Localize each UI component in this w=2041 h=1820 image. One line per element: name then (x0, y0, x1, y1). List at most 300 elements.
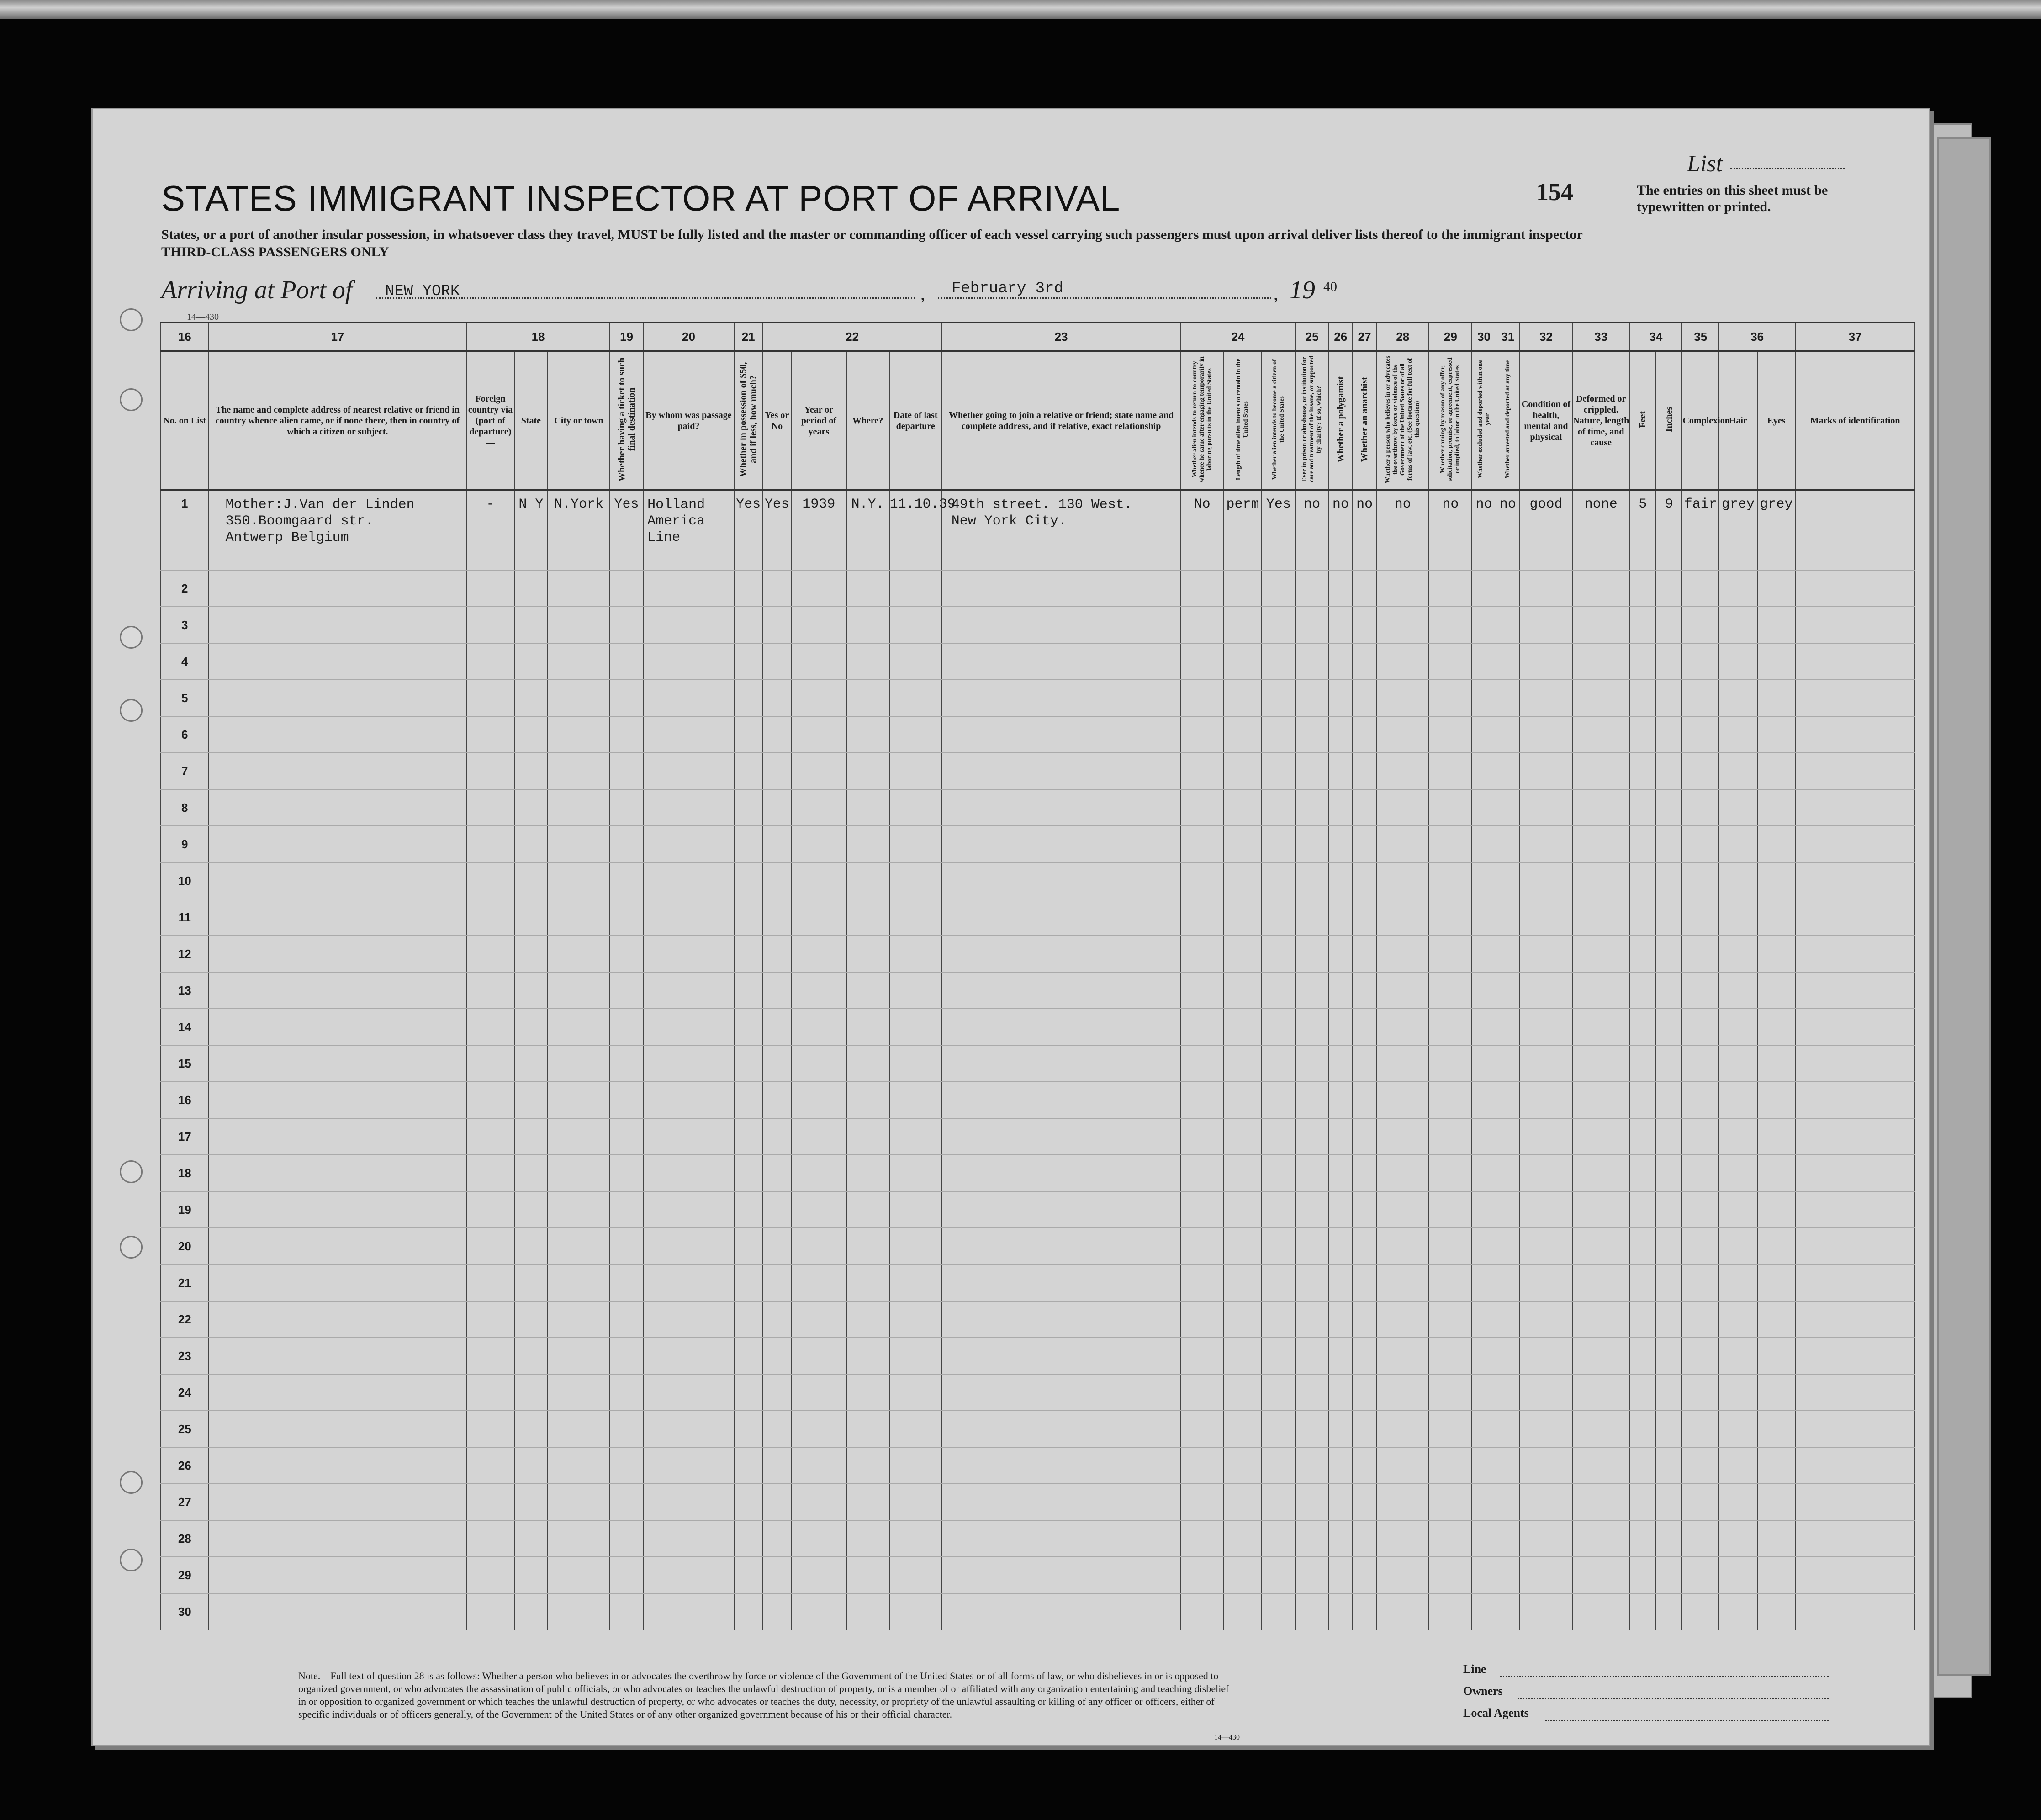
empty-cell[interactable] (1472, 936, 1496, 972)
cell-purpose-length[interactable]: perm (1224, 490, 1262, 570)
empty-cell[interactable] (1329, 1009, 1353, 1045)
empty-cell[interactable] (1353, 789, 1376, 826)
empty-cell[interactable] (1329, 643, 1353, 680)
empty-cell[interactable] (643, 1557, 734, 1593)
empty-cell[interactable] (734, 1301, 763, 1338)
empty-cell[interactable] (1329, 1520, 1353, 1557)
empty-cell[interactable] (1682, 1447, 1719, 1484)
empty-cell[interactable] (1682, 1228, 1719, 1264)
cell-labor-offer[interactable]: no (1429, 490, 1472, 570)
empty-cell[interactable] (643, 1228, 734, 1264)
empty-cell[interactable] (1262, 972, 1295, 1009)
empty-cell[interactable] (1682, 1301, 1719, 1338)
empty-cell[interactable] (763, 1191, 792, 1228)
empty-cell[interactable] (209, 1374, 467, 1411)
empty-cell[interactable] (209, 1191, 467, 1228)
empty-cell[interactable] (846, 936, 889, 972)
empty-cell[interactable] (209, 1557, 467, 1593)
empty-cell[interactable] (466, 570, 514, 607)
empty-cell[interactable] (548, 753, 610, 789)
empty-cell[interactable] (889, 862, 942, 899)
empty-cell[interactable] (1572, 1484, 1629, 1520)
empty-cell[interactable] (1224, 643, 1262, 680)
empty-cell[interactable] (1520, 1045, 1572, 1082)
empty-cell[interactable] (1295, 570, 1329, 607)
empty-cell[interactable] (643, 1009, 734, 1045)
empty-cell[interactable] (1181, 1228, 1224, 1264)
empty-cell[interactable] (209, 1118, 467, 1155)
agents-signature-field[interactable] (1545, 1720, 1829, 1721)
empty-cell[interactable] (1472, 1228, 1496, 1264)
empty-cell[interactable] (1757, 643, 1796, 680)
empty-cell[interactable] (1262, 899, 1295, 936)
cell-before-yes-no[interactable]: Yes (763, 490, 792, 570)
empty-cell[interactable] (1353, 1009, 1376, 1045)
empty-cell[interactable] (514, 607, 548, 643)
empty-cell[interactable] (1656, 789, 1682, 826)
empty-cell[interactable] (1572, 1447, 1629, 1484)
empty-cell[interactable] (1353, 1593, 1376, 1630)
empty-cell[interactable] (1376, 1009, 1429, 1045)
empty-cell[interactable] (548, 1155, 610, 1191)
empty-cell[interactable] (734, 1155, 763, 1191)
empty-cell[interactable] (548, 1557, 610, 1593)
empty-cell[interactable] (466, 1118, 514, 1155)
empty-cell[interactable] (1181, 789, 1224, 826)
empty-cell[interactable] (942, 1264, 1181, 1301)
empty-cell[interactable] (466, 643, 514, 680)
cell-foreign-via[interactable]: - (466, 490, 514, 570)
empty-cell[interactable] (734, 789, 763, 826)
port-value[interactable]: NEW YORK (385, 283, 460, 300)
empty-cell[interactable] (763, 680, 792, 716)
empty-cell[interactable] (942, 789, 1181, 826)
empty-cell[interactable] (1429, 1520, 1472, 1557)
empty-cell[interactable] (1181, 1264, 1224, 1301)
empty-cell[interactable] (734, 1191, 763, 1228)
empty-cell[interactable] (514, 862, 548, 899)
empty-cell[interactable] (1520, 1009, 1572, 1045)
empty-cell[interactable] (1656, 643, 1682, 680)
empty-cell[interactable] (643, 972, 734, 1009)
empty-cell[interactable] (1629, 862, 1656, 899)
empty-cell[interactable] (548, 1484, 610, 1520)
empty-cell[interactable] (846, 1374, 889, 1411)
empty-cell[interactable] (548, 680, 610, 716)
empty-cell[interactable] (466, 1411, 514, 1447)
cell-purpose-return[interactable]: No (1181, 490, 1224, 570)
empty-cell[interactable] (1656, 1338, 1682, 1374)
empty-cell[interactable] (734, 1557, 763, 1593)
empty-cell[interactable] (1429, 1338, 1472, 1374)
empty-cell[interactable] (1682, 570, 1719, 607)
empty-cell[interactable] (1262, 1484, 1295, 1520)
empty-cell[interactable] (1295, 936, 1329, 972)
empty-cell[interactable] (466, 936, 514, 972)
empty-cell[interactable] (1795, 1301, 1915, 1338)
empty-cell[interactable] (514, 789, 548, 826)
empty-cell[interactable] (1262, 1301, 1295, 1338)
empty-cell[interactable] (1656, 1228, 1682, 1264)
empty-cell[interactable] (1719, 1155, 1757, 1191)
empty-cell[interactable] (1353, 936, 1376, 972)
empty-cell[interactable] (942, 1593, 1181, 1630)
empty-cell[interactable] (548, 643, 610, 680)
empty-cell[interactable] (1262, 680, 1295, 716)
empty-cell[interactable] (610, 1228, 643, 1264)
empty-cell[interactable] (1682, 716, 1719, 753)
empty-cell[interactable] (1295, 607, 1329, 643)
empty-cell[interactable] (1520, 1520, 1572, 1557)
empty-cell[interactable] (1682, 607, 1719, 643)
empty-cell[interactable] (548, 1520, 610, 1557)
empty-cell[interactable] (548, 1411, 610, 1447)
empty-cell[interactable] (1795, 1447, 1915, 1484)
empty-cell[interactable] (1496, 1484, 1520, 1520)
empty-cell[interactable] (1429, 1191, 1472, 1228)
empty-cell[interactable] (1496, 1264, 1520, 1301)
empty-cell[interactable] (1520, 789, 1572, 826)
empty-cell[interactable] (1520, 570, 1572, 607)
empty-cell[interactable] (610, 1447, 643, 1484)
empty-cell[interactable] (1329, 607, 1353, 643)
empty-cell[interactable] (791, 1228, 846, 1264)
empty-cell[interactable] (466, 899, 514, 936)
empty-cell[interactable] (1472, 1009, 1496, 1045)
empty-cell[interactable] (1682, 826, 1719, 862)
empty-cell[interactable] (1656, 899, 1682, 936)
empty-cell[interactable] (209, 1009, 467, 1045)
cell-complexion[interactable]: fair (1682, 490, 1719, 570)
empty-cell[interactable] (1656, 570, 1682, 607)
empty-cell[interactable] (1795, 1520, 1915, 1557)
empty-cell[interactable] (1376, 716, 1429, 753)
empty-cell[interactable] (1429, 1484, 1472, 1520)
empty-cell[interactable] (1520, 753, 1572, 789)
empty-cell[interactable] (1262, 570, 1295, 607)
empty-cell[interactable] (1682, 1009, 1719, 1045)
empty-cell[interactable] (1496, 607, 1520, 643)
empty-cell[interactable] (889, 1374, 942, 1411)
empty-cell[interactable] (889, 1447, 942, 1484)
empty-cell[interactable] (1329, 1593, 1353, 1630)
empty-cell[interactable] (889, 607, 942, 643)
empty-cell[interactable] (1757, 899, 1796, 936)
empty-cell[interactable] (1520, 643, 1572, 680)
empty-cell[interactable] (514, 1191, 548, 1228)
empty-cell[interactable] (763, 862, 792, 899)
empty-cell[interactable] (610, 607, 643, 643)
empty-cell[interactable] (1520, 716, 1572, 753)
empty-cell[interactable] (791, 899, 846, 936)
empty-cell[interactable] (1262, 789, 1295, 826)
empty-cell[interactable] (1295, 753, 1329, 789)
empty-cell[interactable] (1656, 1264, 1682, 1301)
empty-cell[interactable] (1496, 1009, 1520, 1045)
empty-cell[interactable] (1353, 899, 1376, 936)
empty-cell[interactable] (1757, 716, 1796, 753)
empty-cell[interactable] (942, 862, 1181, 899)
empty-cell[interactable] (1376, 899, 1429, 936)
empty-cell[interactable] (1496, 1155, 1520, 1191)
empty-cell[interactable] (1496, 789, 1520, 826)
empty-cell[interactable] (1682, 1411, 1719, 1447)
empty-cell[interactable] (1224, 1155, 1262, 1191)
empty-cell[interactable] (1429, 1374, 1472, 1411)
empty-cell[interactable] (1496, 1191, 1520, 1228)
empty-cell[interactable] (763, 972, 792, 1009)
empty-cell[interactable] (1472, 753, 1496, 789)
empty-cell[interactable] (734, 570, 763, 607)
empty-cell[interactable] (846, 1557, 889, 1593)
empty-cell[interactable] (942, 1045, 1181, 1082)
empty-cell[interactable] (846, 972, 889, 1009)
empty-cell[interactable] (1656, 1191, 1682, 1228)
empty-cell[interactable] (1295, 1484, 1329, 1520)
empty-cell[interactable] (889, 680, 942, 716)
empty-cell[interactable] (514, 1411, 548, 1447)
empty-cell[interactable] (1295, 1301, 1329, 1338)
empty-cell[interactable] (734, 862, 763, 899)
empty-cell[interactable] (1376, 1155, 1429, 1191)
empty-cell[interactable] (734, 1118, 763, 1155)
empty-cell[interactable] (466, 1301, 514, 1338)
empty-cell[interactable] (1429, 1009, 1472, 1045)
empty-cell[interactable] (1629, 899, 1656, 936)
empty-cell[interactable] (1629, 1264, 1656, 1301)
empty-cell[interactable] (548, 936, 610, 972)
empty-cell[interactable] (791, 862, 846, 899)
empty-cell[interactable] (1429, 972, 1472, 1009)
empty-cell[interactable] (548, 1045, 610, 1082)
empty-cell[interactable] (610, 753, 643, 789)
empty-cell[interactable] (1429, 789, 1472, 826)
empty-cell[interactable] (1656, 972, 1682, 1009)
empty-cell[interactable] (1656, 1082, 1682, 1118)
empty-cell[interactable] (1295, 826, 1329, 862)
empty-cell[interactable] (1262, 753, 1295, 789)
empty-cell[interactable] (1719, 1301, 1757, 1338)
empty-cell[interactable] (846, 1447, 889, 1484)
empty-cell[interactable] (514, 972, 548, 1009)
empty-cell[interactable] (1329, 1447, 1353, 1484)
empty-cell[interactable] (1682, 643, 1719, 680)
empty-cell[interactable] (889, 1557, 942, 1593)
empty-cell[interactable] (791, 789, 846, 826)
empty-cell[interactable] (1472, 680, 1496, 716)
empty-cell[interactable] (466, 607, 514, 643)
empty-cell[interactable] (763, 607, 792, 643)
empty-cell[interactable] (1181, 570, 1224, 607)
empty-cell[interactable] (1795, 1264, 1915, 1301)
empty-cell[interactable] (791, 1374, 846, 1411)
empty-cell[interactable] (466, 1228, 514, 1264)
empty-cell[interactable] (1795, 936, 1915, 972)
empty-cell[interactable] (1719, 826, 1757, 862)
empty-cell[interactable] (209, 1045, 467, 1082)
empty-cell[interactable] (643, 1264, 734, 1301)
empty-cell[interactable] (1520, 1191, 1572, 1228)
empty-cell[interactable] (1224, 862, 1262, 899)
empty-cell[interactable] (1656, 716, 1682, 753)
empty-cell[interactable] (1520, 899, 1572, 936)
empty-cell[interactable] (1181, 1301, 1224, 1338)
empty-cell[interactable] (791, 607, 846, 643)
empty-cell[interactable] (1472, 1374, 1496, 1411)
empty-cell[interactable] (610, 1264, 643, 1301)
empty-cell[interactable] (1472, 1447, 1496, 1484)
empty-cell[interactable] (514, 1484, 548, 1520)
empty-cell[interactable] (209, 1484, 467, 1520)
empty-cell[interactable] (1353, 607, 1376, 643)
empty-cell[interactable] (791, 1484, 846, 1520)
empty-cell[interactable] (610, 862, 643, 899)
empty-cell[interactable] (889, 570, 942, 607)
empty-cell[interactable] (889, 1155, 942, 1191)
empty-cell[interactable] (209, 862, 467, 899)
empty-cell[interactable] (1181, 1338, 1224, 1374)
empty-cell[interactable] (1629, 1009, 1656, 1045)
empty-cell[interactable] (1656, 936, 1682, 972)
empty-cell[interactable] (466, 1264, 514, 1301)
empty-cell[interactable] (1329, 1374, 1353, 1411)
empty-cell[interactable] (1224, 972, 1262, 1009)
empty-cell[interactable] (514, 1374, 548, 1411)
empty-cell[interactable] (1795, 789, 1915, 826)
empty-cell[interactable] (1496, 680, 1520, 716)
empty-cell[interactable] (1262, 1228, 1295, 1264)
empty-cell[interactable] (1472, 1118, 1496, 1155)
cell-eyes[interactable]: grey (1757, 490, 1796, 570)
empty-cell[interactable] (514, 1118, 548, 1155)
empty-cell[interactable] (643, 570, 734, 607)
empty-cell[interactable] (610, 899, 643, 936)
empty-cell[interactable] (889, 1338, 942, 1374)
empty-cell[interactable] (1224, 1118, 1262, 1155)
empty-cell[interactable] (1656, 1045, 1682, 1082)
empty-cell[interactable] (1472, 1191, 1496, 1228)
empty-cell[interactable] (1496, 1338, 1520, 1374)
empty-cell[interactable] (1429, 1118, 1472, 1155)
empty-cell[interactable] (1429, 1411, 1472, 1447)
empty-cell[interactable] (1795, 753, 1915, 789)
cell-deformed[interactable]: none (1572, 490, 1629, 570)
empty-cell[interactable] (846, 1301, 889, 1338)
empty-cell[interactable] (1472, 1338, 1496, 1374)
empty-cell[interactable] (1520, 1411, 1572, 1447)
empty-cell[interactable] (1629, 1301, 1656, 1338)
empty-cell[interactable] (942, 1374, 1181, 1411)
empty-cell[interactable] (1181, 972, 1224, 1009)
empty-cell[interactable] (1262, 716, 1295, 753)
empty-cell[interactable] (1295, 1447, 1329, 1484)
empty-cell[interactable] (791, 716, 846, 753)
empty-cell[interactable] (610, 826, 643, 862)
empty-cell[interactable] (1496, 1447, 1520, 1484)
empty-cell[interactable] (1719, 1520, 1757, 1557)
empty-cell[interactable] (1472, 1484, 1496, 1520)
empty-cell[interactable] (889, 1118, 942, 1155)
empty-cell[interactable] (1629, 826, 1656, 862)
empty-cell[interactable] (1520, 1593, 1572, 1630)
empty-cell[interactable] (763, 1557, 792, 1593)
empty-cell[interactable] (1757, 826, 1796, 862)
empty-cell[interactable] (1719, 1118, 1757, 1155)
empty-cell[interactable] (1429, 1447, 1472, 1484)
empty-cell[interactable] (846, 1009, 889, 1045)
empty-cell[interactable] (1329, 1411, 1353, 1447)
empty-cell[interactable] (643, 643, 734, 680)
empty-cell[interactable] (1520, 1118, 1572, 1155)
empty-cell[interactable] (466, 1045, 514, 1082)
empty-cell[interactable] (610, 1082, 643, 1118)
empty-cell[interactable] (791, 1045, 846, 1082)
empty-cell[interactable] (1496, 1082, 1520, 1118)
empty-cell[interactable] (1329, 1155, 1353, 1191)
empty-cell[interactable] (1224, 1301, 1262, 1338)
empty-cell[interactable] (514, 1447, 548, 1484)
empty-cell[interactable] (1353, 753, 1376, 789)
empty-cell[interactable] (466, 1520, 514, 1557)
empty-cell[interactable] (1629, 1118, 1656, 1155)
empty-cell[interactable] (889, 1045, 942, 1082)
empty-cell[interactable] (1757, 1484, 1796, 1520)
empty-cell[interactable] (1496, 1301, 1520, 1338)
empty-cell[interactable] (734, 753, 763, 789)
empty-cell[interactable] (1224, 1484, 1262, 1520)
empty-cell[interactable] (1719, 1264, 1757, 1301)
empty-cell[interactable] (1572, 789, 1629, 826)
empty-cell[interactable] (1262, 607, 1295, 643)
empty-cell[interactable] (1795, 570, 1915, 607)
empty-cell[interactable] (1629, 1374, 1656, 1411)
empty-cell[interactable] (514, 1228, 548, 1264)
empty-cell[interactable] (548, 972, 610, 1009)
empty-cell[interactable] (514, 1082, 548, 1118)
empty-cell[interactable] (1262, 1155, 1295, 1191)
empty-cell[interactable] (1757, 1520, 1796, 1557)
empty-cell[interactable] (942, 753, 1181, 789)
empty-cell[interactable] (1572, 1338, 1629, 1374)
empty-cell[interactable] (1795, 899, 1915, 936)
empty-cell[interactable] (1295, 899, 1329, 936)
empty-cell[interactable] (1629, 643, 1656, 680)
empty-cell[interactable] (1656, 862, 1682, 899)
empty-cell[interactable] (1224, 607, 1262, 643)
empty-cell[interactable] (1520, 1557, 1572, 1593)
empty-cell[interactable] (734, 1411, 763, 1447)
empty-cell[interactable] (1429, 1264, 1472, 1301)
empty-cell[interactable] (1376, 1045, 1429, 1082)
empty-cell[interactable] (1329, 936, 1353, 972)
empty-cell[interactable] (1329, 753, 1353, 789)
empty-cell[interactable] (734, 1374, 763, 1411)
empty-cell[interactable] (791, 1593, 846, 1630)
empty-cell[interactable] (1472, 789, 1496, 826)
empty-cell[interactable] (846, 1045, 889, 1082)
empty-cell[interactable] (1520, 1155, 1572, 1191)
empty-cell[interactable] (466, 1557, 514, 1593)
cell-passage[interactable] (643, 490, 734, 570)
empty-cell[interactable] (846, 1155, 889, 1191)
empty-cell[interactable] (1719, 1411, 1757, 1447)
empty-cell[interactable] (1353, 716, 1376, 753)
empty-cell[interactable] (1295, 1082, 1329, 1118)
empty-cell[interactable] (1719, 570, 1757, 607)
empty-cell[interactable] (1472, 1155, 1496, 1191)
empty-cell[interactable] (1496, 936, 1520, 972)
empty-cell[interactable] (1572, 1009, 1629, 1045)
